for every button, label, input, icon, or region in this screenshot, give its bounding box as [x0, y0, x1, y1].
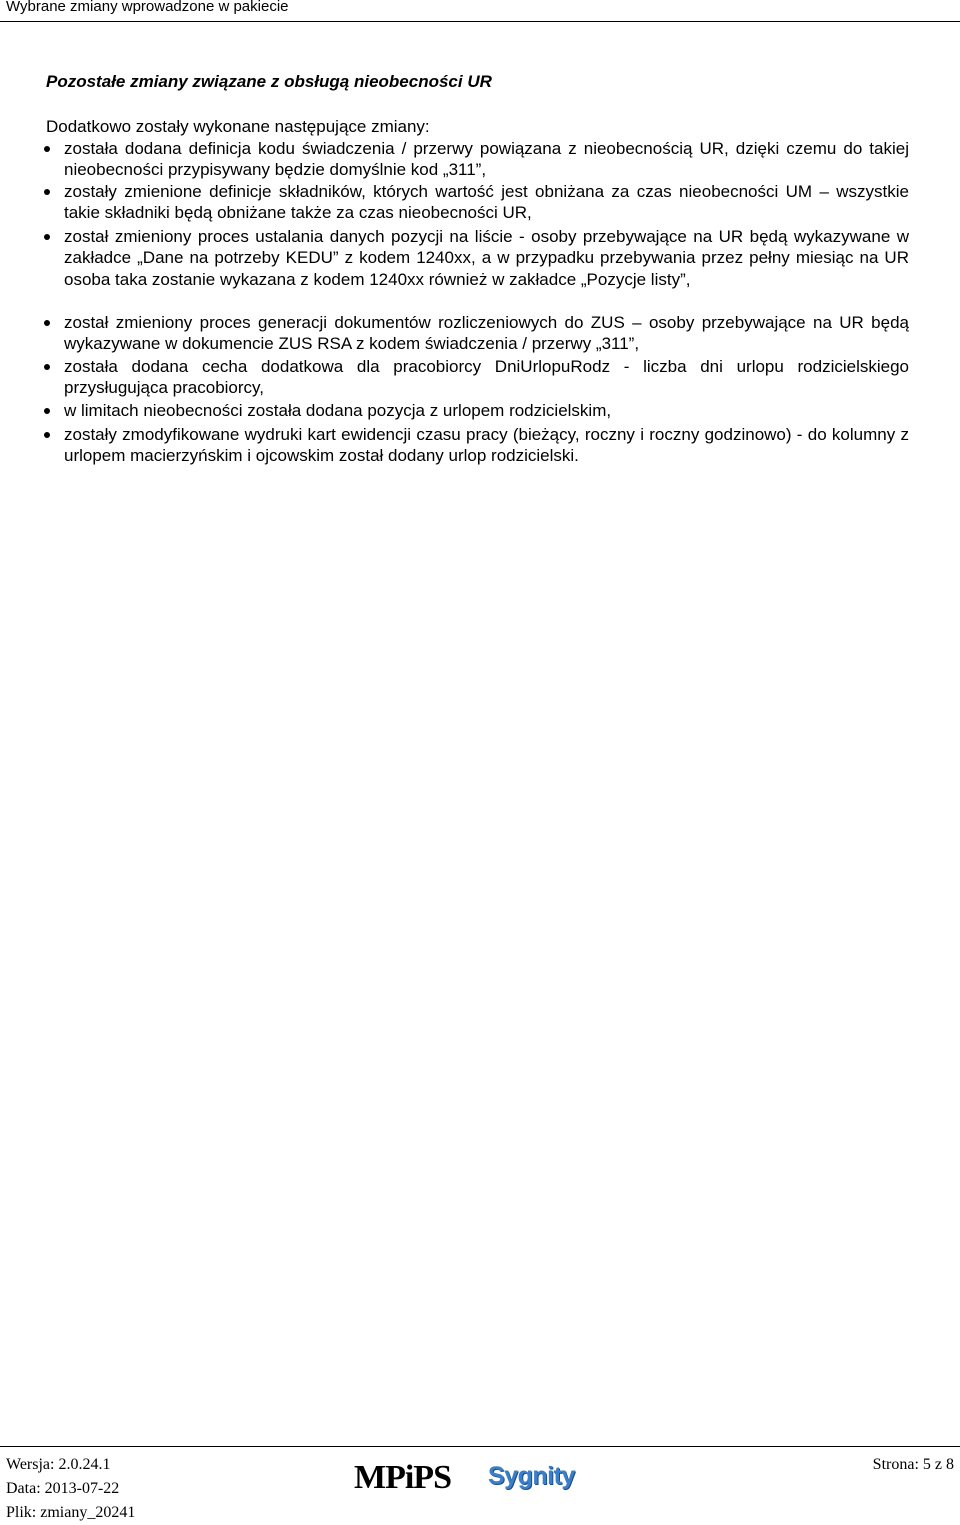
bullet-dot-icon: [44, 189, 50, 195]
bullet-dot-icon: [44, 146, 50, 152]
list-item-text: została dodana cecha dodatkowa dla pracobiorcy DniUrlopuRodz - liczba dni urlopu rodzicielskiego przysługująca pracobiorcy,: [64, 357, 909, 398]
list-item: [64, 356, 909, 399]
list-item-text: zostały zmienione definicje składników, których wartość jest obniżana za czas nieobecności UM – wszystkie takie składniki będą obniżane także za czas nieobecności UR,: [64, 182, 909, 223]
list-item: [64, 181, 909, 224]
list-item-text: zostały zmodyfikowane wydruki kart ewidencji czasu pracy (bieżący, roczny i roczny godzinowo) - do kolumny z urlopem macierzyńskim i ojcowskim został dodany urlop rodzicielski.: [64, 425, 909, 466]
list-item-text: został zmieniony proces ustalania danych pozycji na liście - osoby przebywające na UR będą wykazywane w zakładce „Dane na potrzeby KEDU” z kodem 1240xx, a w przypadku przebywania przez pełny miesiąc na UR osoba taka zostanie wykazana z kodem 1240xx również w zakładce „Pozycje listy”,: [64, 227, 909, 289]
footer-date: Data: 2013-07-22: [6, 1480, 120, 1497]
list-item: [64, 138, 909, 181]
footer-divider: [0, 1446, 960, 1447]
bullet-dot-icon: [44, 320, 50, 326]
section-intro: Dodatkowo zostały wykonane następujące zmiany:: [46, 117, 430, 136]
list-item-text: została dodana definicja kodu świadczenia / przerwy powiązana z nieobecnością UR, dzięki czemu do takiej nieobecności przypisywany będzie domyślnie kod „311”,: [64, 139, 909, 180]
list-item: [64, 312, 909, 355]
list-item: [64, 424, 909, 467]
footer-file: Plik: zmiany_20241: [6, 1504, 136, 1521]
mpips-logo: MPiPS: [354, 1459, 451, 1496]
footer-version: Wersja: 2.0.24.1: [6, 1456, 111, 1473]
header-divider: [0, 21, 960, 22]
sygnity-logo: Sygnity: [488, 1462, 575, 1490]
footer-meta: [6, 1453, 135, 1525]
list-item-text: został zmieniony proces generacji dokumentów rozliczeniowych do ZUS – osoby przebywające na UR będą wykazywane w dokumencie ZUS RSA z kodem świadczenia / przerwy „311”,: [64, 313, 909, 354]
footer-page-number: Strona: 5 z 8: [872, 1456, 954, 1473]
document-header-title: Wybrane zmiany wprowadzone w pakiecie: [6, 0, 289, 15]
bullet-dot-icon: [44, 234, 50, 240]
list-item-text: w limitach nieobecności została dodana pozycja z urlopem rodzicielskim,: [64, 401, 612, 420]
bullet-dot-icon: [44, 408, 50, 414]
section-title: Pozostałe zmiany związane z obsługą nieobecności UR: [46, 72, 492, 91]
list-item: [64, 400, 909, 421]
bullet-dot-icon: [44, 364, 50, 370]
list-item: [64, 226, 909, 290]
bullet-dot-icon: [44, 432, 50, 438]
